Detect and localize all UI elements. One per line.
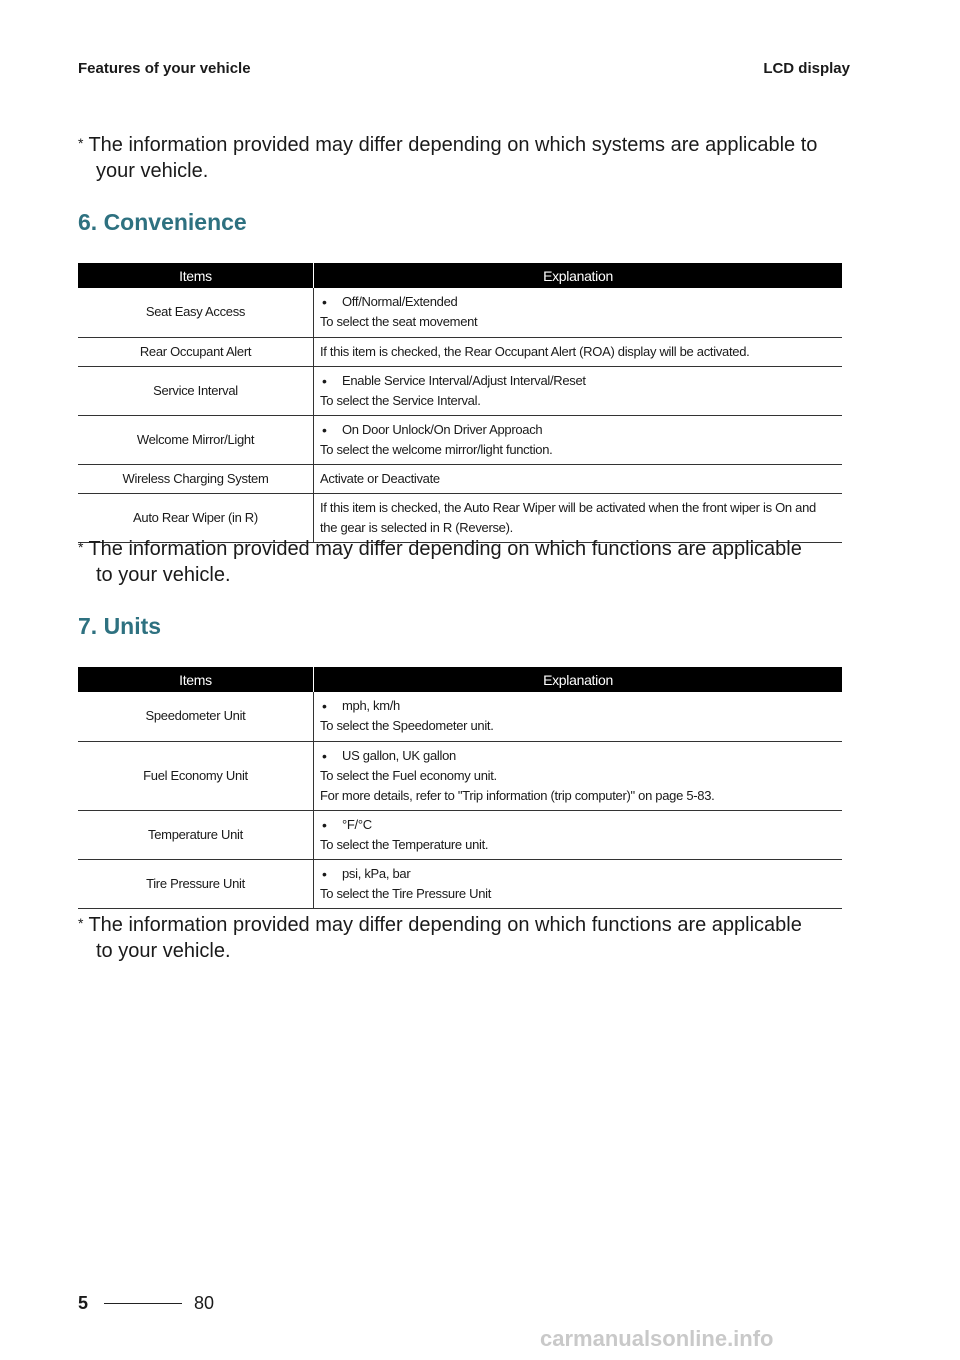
item-explanation (314, 692, 843, 741)
convenience-table (78, 263, 842, 543)
item-name: Temperature Unit (78, 810, 314, 859)
note-line-2: to your vehicle. (96, 940, 231, 962)
option-bullet: • Off/Normal/Extended (320, 292, 836, 312)
item-name: Rear Occupant Alert (78, 337, 314, 366)
applicability-note (78, 536, 858, 588)
table-row (78, 288, 842, 337)
watermark: carmanualsonline.info (540, 1326, 774, 1351)
note-line-1: The information provided may differ depending on which functions are applicable (88, 914, 802, 936)
explanation-text: To select the Speedometer unit. (320, 718, 494, 734)
item-name: Wireless Charging System (78, 464, 314, 493)
note-line-1: The information provided may differ depending on which systems are applicable to (88, 134, 818, 156)
table-row (78, 415, 842, 464)
footer-section-number: 5 (78, 1293, 89, 1313)
footer-page-number: 80 (194, 1293, 215, 1313)
explanation-text: To select the Service Interval. (320, 392, 481, 408)
table-row (78, 337, 842, 366)
item-explanation (314, 464, 843, 493)
table-header-row (78, 263, 842, 288)
cross-reference-text: For more details, refer to "Trip information (trip computer)" on page 5-83. (320, 787, 715, 803)
table-row (78, 810, 842, 859)
item-name: Auto Rear Wiper (in R) (78, 493, 314, 542)
option-bullet: • °F/°C (320, 815, 836, 835)
table-row (78, 692, 842, 741)
item-explanation (314, 741, 843, 810)
item-name: Welcome Mirror/Light (78, 415, 314, 464)
explanation-text: To select the seat movement (320, 314, 478, 330)
explanation-text: Activate or Deactivate (320, 470, 440, 486)
table-header-row (78, 667, 842, 692)
column-header-explanation: Explanation (314, 667, 843, 692)
item-name: Seat Easy Access (78, 288, 314, 337)
note-line-2: to your vehicle. (96, 564, 231, 586)
column-header-items: Items (78, 667, 314, 692)
item-explanation (314, 288, 843, 337)
note-line-2: your vehicle. (96, 160, 209, 182)
applicability-note (78, 132, 858, 184)
note-asterisk: * (78, 539, 84, 555)
item-explanation (314, 810, 843, 859)
option-bullet: • Enable Service Interval/Adjust Interval/Reset (320, 371, 836, 391)
explanation-text: If this item is checked, the Rear Occupant Alert (ROA) display will be activated. (320, 343, 750, 359)
table-row (78, 464, 842, 493)
item-name: Service Interval (78, 366, 314, 415)
table-row (78, 493, 842, 542)
column-header-explanation: Explanation (314, 263, 843, 288)
header-chapter-title: LCD display (763, 60, 850, 77)
footer-divider (104, 1303, 182, 1304)
column-header-items: Items (78, 263, 314, 288)
note-asterisk: * (78, 135, 84, 151)
note-asterisk: * (78, 915, 84, 931)
convenience-section-title: 6. Convenience (78, 209, 247, 235)
explanation-text: To select the Fuel economy unit. (320, 767, 497, 783)
item-name: Fuel Economy Unit (78, 741, 314, 810)
applicability-note (78, 912, 858, 964)
item-name: Tire Pressure Unit (78, 859, 314, 908)
option-bullet: • US gallon, UK gallon (320, 746, 836, 766)
option-bullet: • On Door Unlock/On Driver Approach (320, 420, 836, 440)
explanation-text: If this item is checked, the Auto Rear Wiper will be activated when the front wiper is On and the gear is selected in R (Reverse). (320, 499, 816, 535)
units-section-title: 7. Units (78, 613, 162, 639)
option-bullet: • psi, kPa, bar (320, 864, 836, 884)
table-row (78, 859, 842, 908)
item-explanation (314, 493, 843, 542)
item-name: Speedometer Unit (78, 692, 314, 741)
units-table (78, 667, 842, 909)
explanation-text: To select the Temperature unit. (320, 836, 489, 852)
item-explanation (314, 366, 843, 415)
header-section-title: Features of your vehicle (78, 60, 251, 77)
note-line-1: The information provided may differ depending on which functions are applicable (88, 538, 802, 560)
table-row (78, 741, 842, 810)
explanation-text: To select the welcome mirror/light function. (320, 441, 553, 457)
explanation-text: To select the Tire Pressure Unit (320, 885, 492, 901)
option-bullet: • mph, km/h (320, 696, 836, 716)
table-row (78, 366, 842, 415)
item-explanation (314, 415, 843, 464)
item-explanation (314, 337, 843, 366)
item-explanation (314, 859, 843, 908)
